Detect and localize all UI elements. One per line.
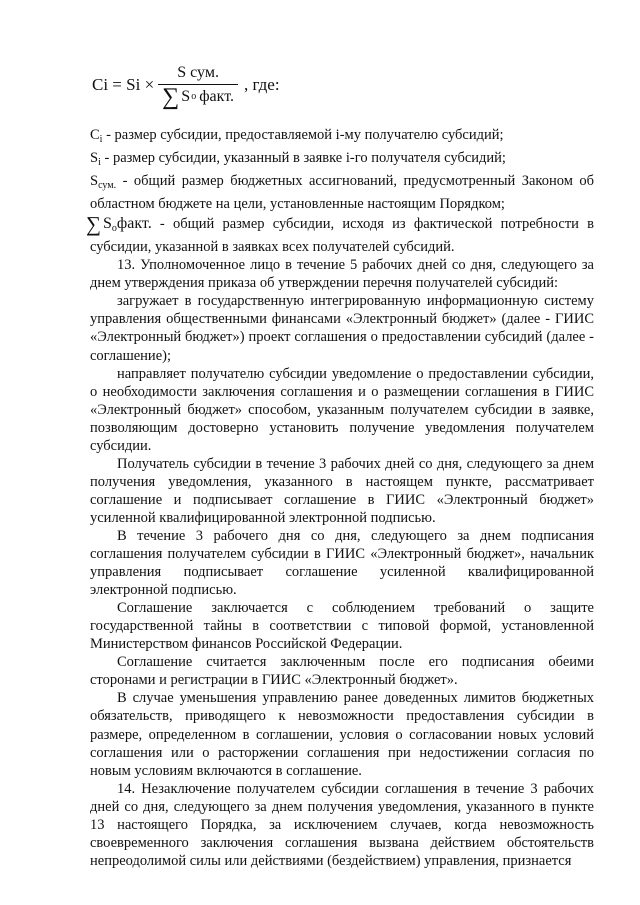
definition-sum: ∑ $S_офакт$. - общий размер субсидии, исходя из фактической потребности в субсидии, указанной в заявках всех получателей субсидий. bbox=[86, 212, 594, 256]
sigma-symbol: ∑ bbox=[162, 83, 180, 110]
formula-fraction bbox=[158, 63, 238, 110]
paragraph-concluded: Соглашение считается заключенным после его подписания обеими сторонами и регистрации в ГИИС «Электронный бюджет». bbox=[90, 654, 594, 689]
definition-ssum: $S_{сум.}$ - общий размер бюджетных ассигнований, предусмотренный Законом об областном бюджете на цели, установленные настоящим Порядком; bbox=[90, 173, 594, 213]
definition-si: $S_i$ - размер субсидии, указанный в заявке i-го получателя субсидий; bbox=[90, 150, 506, 169]
paragraph-notify: направляет получателю субсидии уведомление о предоставлении субсидии, о необходимости заключения соглашения и о размещении соглашения в ГИИС «Электронный бюджет» способом, указанным получателем субсидии в заявке, позволяющим достоверно установить получение уведомления получателем субсидии. bbox=[90, 365, 594, 454]
denominator-var: S bbox=[181, 87, 191, 105]
denominator-tail: факт. bbox=[199, 87, 235, 105]
document-body bbox=[86, 126, 594, 870]
paragraph-13: 13. Уполномоченное лицо в течение 5 рабочих дней со дня, следующего за днем утверждения приказа об утверждении перечня получателей субсидий: bbox=[90, 257, 594, 292]
formula-numerator: S сум. bbox=[177, 63, 219, 81]
paragraph-secrecy: Соглашение заключается с соблюдением требований о защите государственной тайны в соответствии с типовой формой, установленной Министерством финансов Российской Федерации. bbox=[90, 600, 594, 653]
subsidy-formula bbox=[92, 60, 280, 110]
paragraph-head-sign: В течение 3 рабочего дня со дня, следующего за днем подписания соглашения получателем субсидии в ГИИС «Электронный бюджет», начальник управления подписывает соглашение усиленной квалифицированной электронной подписью. bbox=[90, 527, 594, 599]
paragraph-limits: В случае уменьшения управлению ранее доведенных лимитов бюджетных обязательств, приводящего к невозможности предоставления субсидии в размере, определенном в соглашении, условия о согласовании новых условий соглашения или о расторжении соглашения при недостижении согласия по новым условиям включаются в соглашение. bbox=[90, 690, 594, 779]
definition-ci: $C_i$ - размер субсидии, предоставляемой i-му получателю субсидий; bbox=[90, 127, 504, 145]
formula-tail: , где: bbox=[244, 75, 280, 94]
paragraph-14: 14. Незаключение получателем субсидии соглашения в течение 3 рабочих дней со дня, следующего за днем получения уведомления, указанного в пункте 13 настоящего Порядка, за исключением случаев, когда невозможность своевременного заключения соглашения вызвана действием обстоятельств непреодолимой силы или действиями (бездействием) управления, признается bbox=[90, 780, 594, 869]
denominator-sub: о bbox=[191, 91, 197, 102]
formula-denominator bbox=[158, 83, 238, 110]
formula-lhs: Ci = Si × bbox=[92, 75, 155, 94]
paragraph-upload: загружает в государственную интегрированную информационную систему управления общественными финансами «Электронный бюджет» (далее - ГИИС «Электронный бюджет») проект соглашения о предоставлении субсидий (далее - соглашение); bbox=[90, 293, 594, 364]
paragraph-recipient-sign: Получатель субсидии в течение 3 рабочих дней со дня, следующего за днем получения уведомления, указанного в настоящем пункте, рассматривает соглашение и подписывает соглашение в ГИИС «Электронный бюджет» усиленной квалифицированной электронной подписью. bbox=[90, 455, 594, 526]
sigma-symbol: ∑ bbox=[86, 212, 101, 237]
